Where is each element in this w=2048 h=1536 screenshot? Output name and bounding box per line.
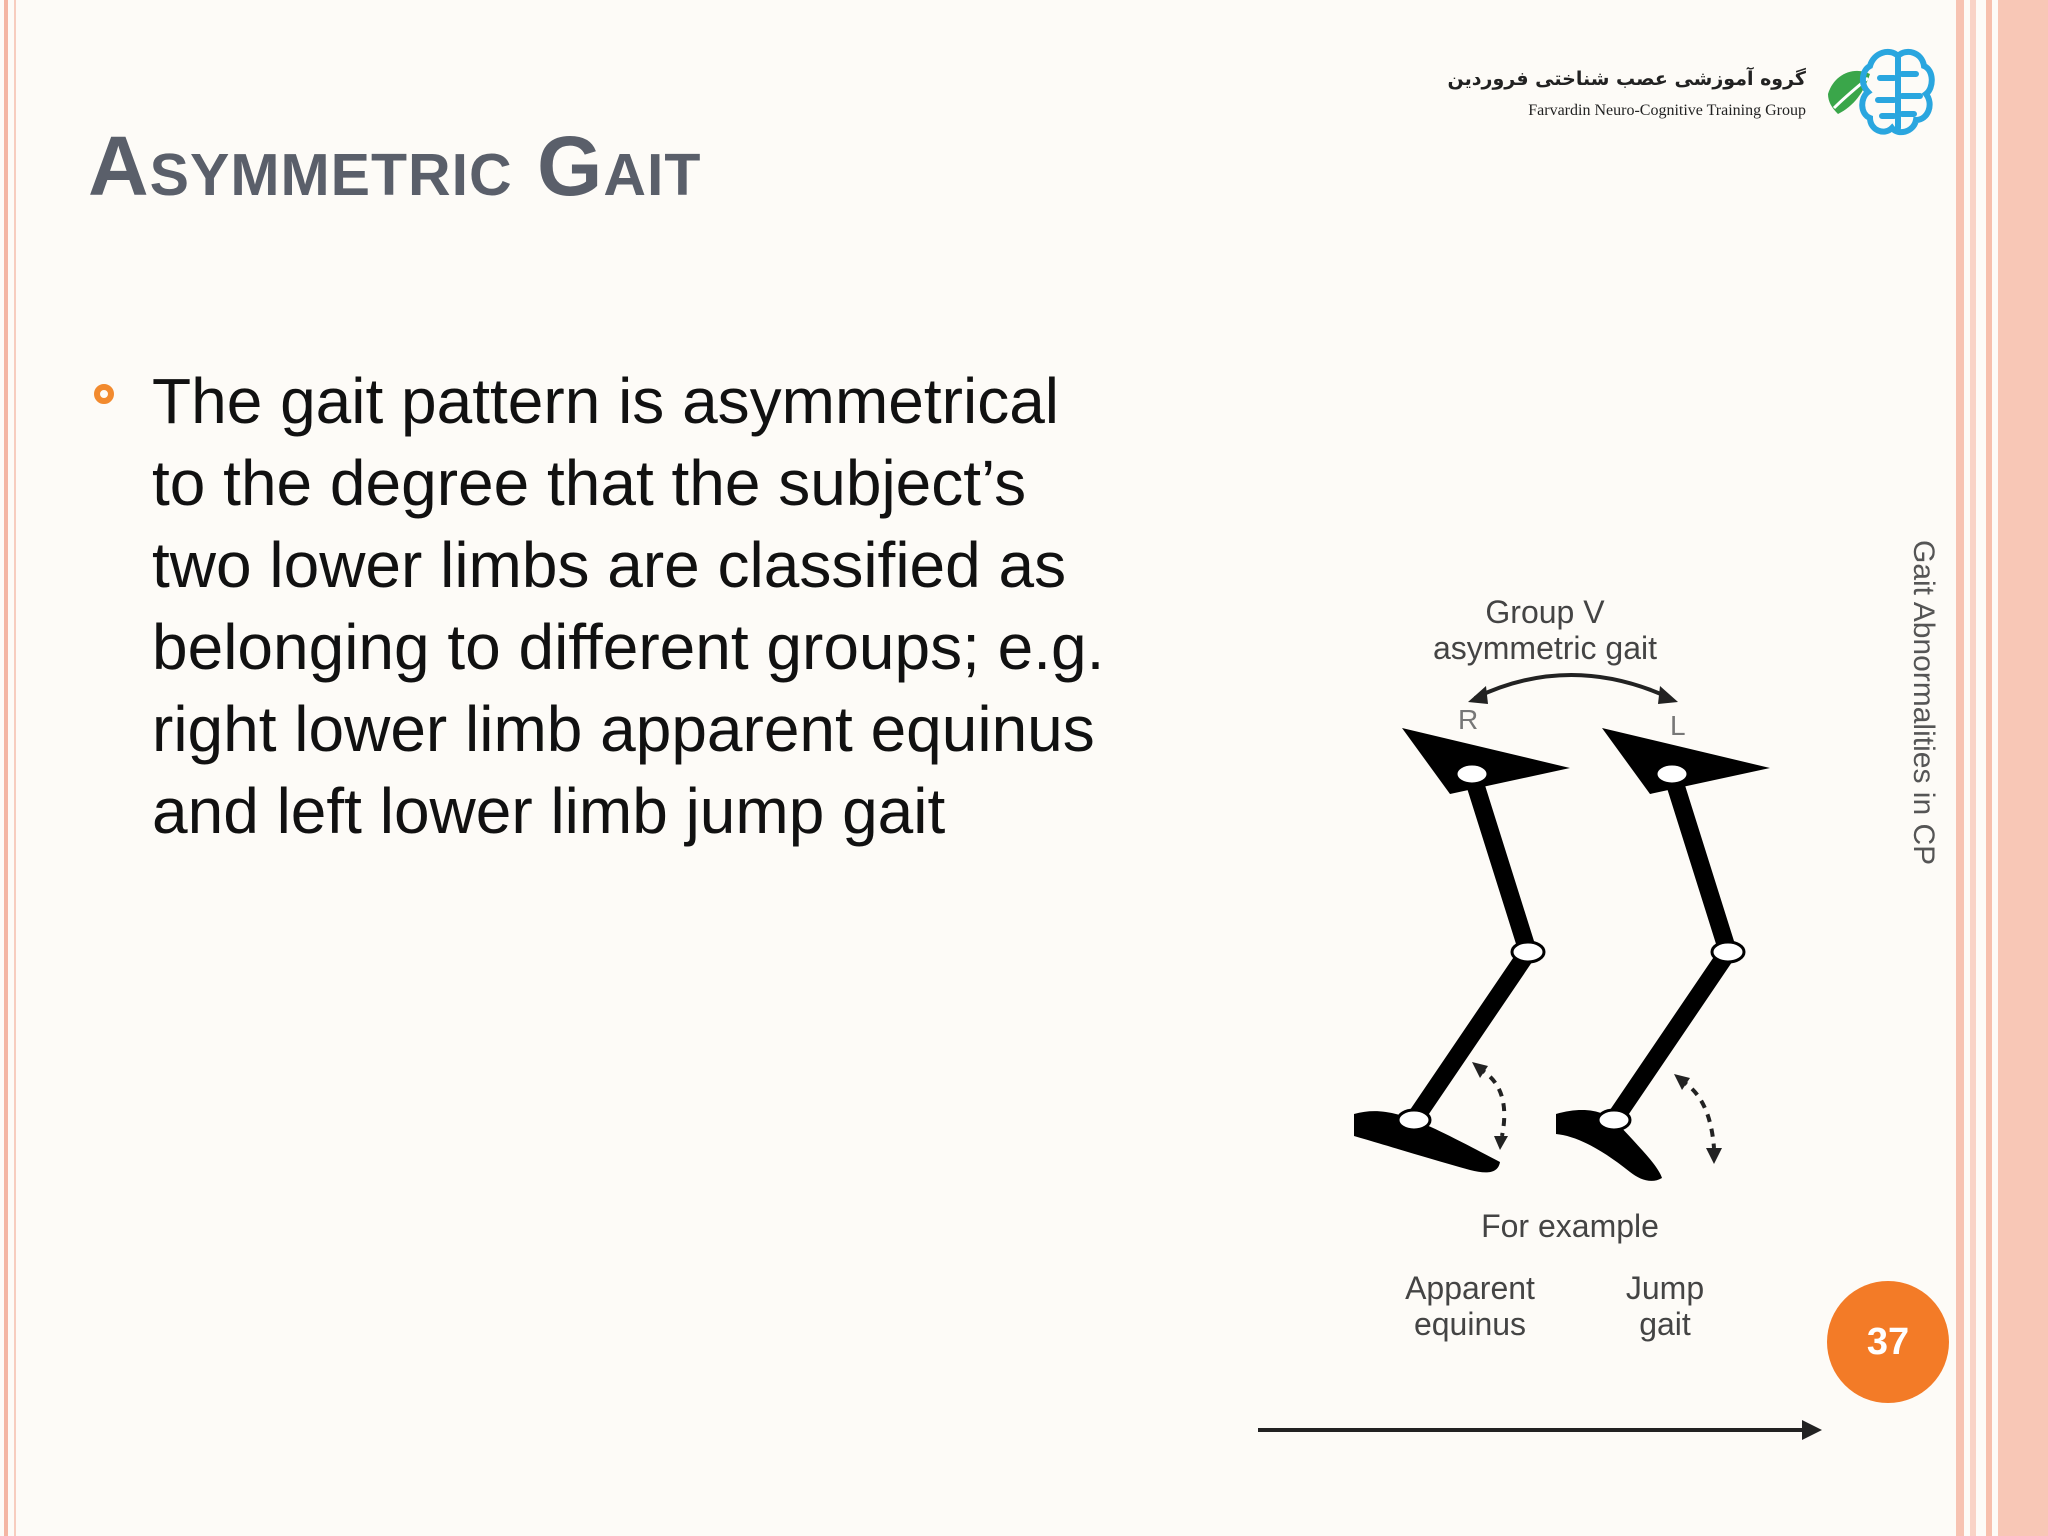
caption-gait: gait bbox=[1639, 1306, 1691, 1342]
page-number-badge: 37 bbox=[1827, 1281, 1949, 1403]
right-stripe bbox=[1986, 0, 1992, 1536]
logo-persian-text: گروه آموزشی عصب شناختی فروردین bbox=[1447, 68, 1806, 90]
caption-jump: Jump bbox=[1625, 1270, 1705, 1306]
arrowhead-right bbox=[1658, 686, 1678, 704]
right-limb-marker: R bbox=[1458, 704, 1479, 735]
figure-group-label: Group V bbox=[1485, 594, 1605, 630]
direction-arrowhead bbox=[1802, 1420, 1822, 1440]
right-hip-joint bbox=[1456, 764, 1488, 784]
bullet-list bbox=[90, 360, 1190, 852]
right-knee-joint bbox=[1512, 942, 1544, 962]
logo-english-text: Farvardin Neuro-Cognitive Training Group bbox=[1528, 102, 1806, 119]
bullet-circle-icon bbox=[94, 384, 114, 404]
left-border-line bbox=[4, 0, 8, 1536]
slide-title: Asymmetric Gait bbox=[88, 119, 702, 213]
curved-double-arrow bbox=[1475, 675, 1670, 698]
left-limb-marker: L bbox=[1670, 710, 1686, 741]
right-stripe bbox=[1956, 0, 1964, 1536]
bullet-text: The gait pattern is asymmetrical to the degree that the subject’s two lower limbs are classified as belonging to different groups; e.g. right lower limb apparent equinus and left lower limb jump gait bbox=[152, 365, 1105, 847]
vertical-side-label: Gait Abnormalities in CP bbox=[1907, 540, 1940, 866]
right-pelvis-triangle bbox=[1402, 728, 1570, 794]
gait-diagram bbox=[1250, 580, 1830, 1480]
arrowhead-left bbox=[1468, 686, 1488, 704]
figure-example-label: For example bbox=[1481, 1208, 1659, 1244]
right-stripe-decoration bbox=[1956, 0, 2048, 1536]
right-stripe bbox=[1970, 0, 1976, 1536]
left-ankle-joint bbox=[1598, 1110, 1630, 1130]
figure-subtitle: asymmetric gait bbox=[1432, 630, 1658, 666]
brain-leaf-icon bbox=[1824, 44, 1936, 144]
dashed-motion-arrow-right bbox=[1478, 1068, 1504, 1136]
right-stripe bbox=[1998, 0, 2048, 1536]
gait-diagram-drawing bbox=[1250, 580, 1830, 1480]
left-border-line-thin bbox=[14, 0, 16, 1536]
right-ankle-joint bbox=[1398, 1110, 1430, 1130]
caption-equinus: equinus bbox=[1413, 1306, 1527, 1342]
caption-apparent: Apparent bbox=[1405, 1270, 1535, 1306]
left-border-decoration bbox=[0, 0, 40, 1536]
organization-logo bbox=[1447, 44, 1940, 144]
left-hip-joint bbox=[1656, 764, 1688, 784]
left-pelvis-triangle bbox=[1602, 728, 1770, 794]
dashed-motion-arrow-left bbox=[1680, 1080, 1714, 1148]
left-knee-joint bbox=[1712, 942, 1744, 962]
